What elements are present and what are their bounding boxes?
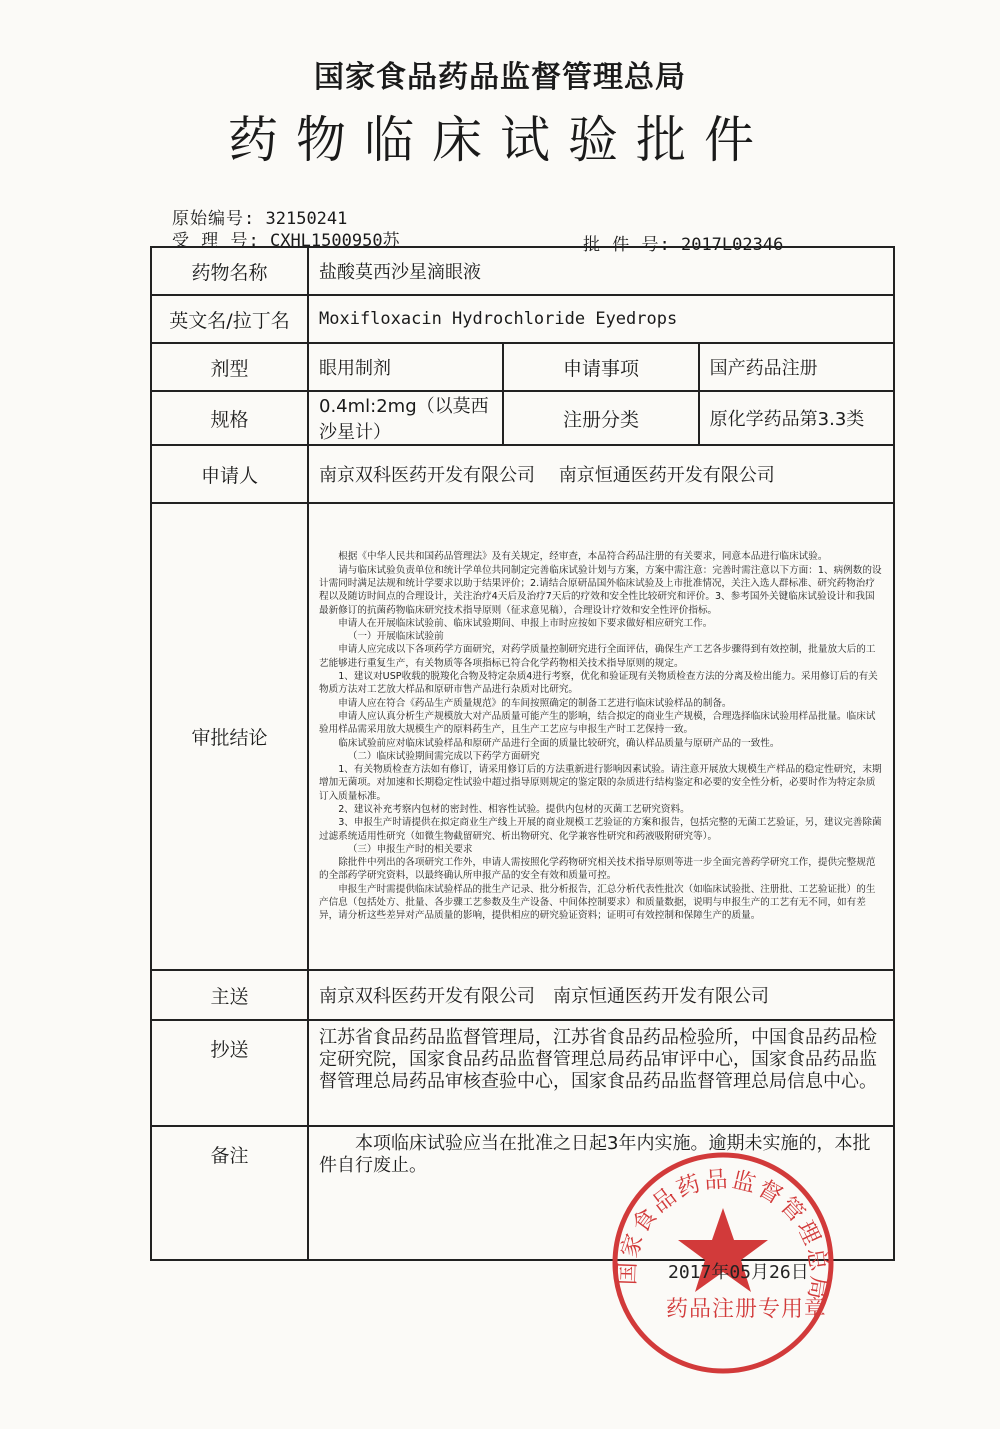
approval-date: 2017年05月26日 — [668, 1262, 809, 1283]
seal-foot-text: 药品注册专用章 — [666, 1297, 828, 1322]
remarks-value: 本项临床试验应当在批准之日起3年内实施。逾期未实施的，本批件自行废止。 — [308, 1126, 894, 1260]
conclusion-paragraph: 申报生产时需提供临床试验样品的批生产记录、批分析报告，汇总分析代表性批次（如临床试验批、注册批、工艺验证批）的生产信息（包括处方、批量、各步骤工艺参数及生产设备、中间体控制要求）和质量数据，说明与申报生产的工艺有无不同，如有差异，请分析这些差异对产品质量的影响，提供相应的研究验证资料；证明可有效控制和保障生产的质量。 — [319, 883, 876, 922]
approval-number-value: 2017L02346 — [680, 235, 784, 255]
conclusion-paragraph: （一）开展临床试验前 — [347, 631, 444, 643]
main-recipient-value: 南京双科医药开发有限公司 南京恒通医药开发有限公司 — [308, 970, 894, 1020]
conclusion-paragraph: 2、建议补充考察内包材的密封性、相容性试验。提供内包材的灭菌工艺研究资料。 — [338, 803, 690, 815]
application-item-value: 国产药品注册 — [699, 343, 894, 391]
conclusion-paragraph: 3、申报生产时请提供在拟定商业生产线上开展的商业规模工艺验证的方案和报告，包括完整的无菌工艺验证，另，建议完善除菌过滤系统适用性研究（如微生物截留研究、析出物研究、化学兼容性研究和药液吸附研究等）。 — [319, 817, 882, 842]
english-name-label: 英文名/拉丁名 — [151, 295, 308, 343]
document-title: 药物临床试验批件 — [228, 111, 772, 169]
main-recipient-label: 主送 — [151, 970, 308, 1020]
applicant-label: 申请人 — [151, 445, 308, 503]
registration-class-label: 注册分类 — [503, 391, 698, 445]
approval-number-label: 批 件 号: — [583, 235, 671, 255]
conclusion-paragraph: 申请人应完成以下各项药学方面研究，对药学质量控制研究进行全面评估，确保生产工艺各步骤得到有效控制，批量放大后的工艺能够进行重复生产，有关物质等各项指标已符合化学药物相关技术指导原则的规定。 — [319, 644, 876, 669]
registration-class-value: 原化学药品第3.3类 — [699, 391, 894, 445]
conclusion-paragraph: 申请人应在符合《药品生产质量规范》的车间按照确定的制备工艺进行临床试验样品的制备。 — [338, 697, 732, 709]
specification-label: 规格 — [151, 391, 308, 445]
application-item-label: 申请事项 — [503, 343, 698, 391]
conclusion-paragraph: 申请人在开展临床试验前、临床试验期间、申报上市时应按如下要求做好相应研究工作。 — [338, 617, 713, 629]
conclusion-paragraph: 临床试验前应对临床试验样品和原研产品进行全面的质量比较研究，确认样品质量与原研产品的一致性。 — [338, 737, 780, 749]
conclusion-paragraph: （二）临床试验期间需完成以下药学方面研究 — [347, 750, 540, 762]
english-name-value: Moxifloxacin Hydrochloride Eyedrops — [308, 295, 894, 343]
acceptance-number-label: 受 理 号: — [172, 231, 260, 251]
conclusion-paragraph: 1、建议对USP收载的脱羧化合物及特定杂质4进行考察，优化和验证现有关物质检查方法的分离及检出能力。采用修订后的有关物质方法对工艺放大样品和原研市售产品进行杂质对比研究。 — [319, 671, 878, 696]
drug-name-label: 药物名称 — [151, 247, 308, 295]
conclusion-paragraph: （三）申报生产时的相关要求 — [347, 843, 473, 855]
remarks-label: 备注 — [151, 1126, 308, 1260]
dosage-form-value: 眼用制剂 — [308, 343, 503, 391]
acceptance-number-value: CXHL1500950苏 — [269, 231, 400, 251]
applicant-value: 南京双科医药开发有限公司 南京恒通医药开发有限公司 — [308, 445, 894, 503]
cc-label: 抄送 — [151, 1020, 308, 1126]
conclusion-paragraph: 申请人应认真分析生产规模放大对产品质量可能产生的影响，结合拟定的商业生产规模，合理选择临床试验用样品批量。临床试验用样品需采用放大规模生产的原料药生产，且生产工艺应与申报生产时工艺保持一致。 — [319, 710, 876, 736]
conclusion-label: 审批结论 — [151, 503, 308, 970]
conclusion-paragraph: 请与临床试验负责单位和统计学单位共同制定完善临床试验计划与方案，方案中需注意：完善时需注意以下方面：1、病例数的设计需同时满足法规和统计学要求以助于结果评价；2.请结合原研品国外临床试验及上市批准情况，关注入选人群标准、研究药物治疗程以及随访时间点的合理设计，关注治疗4天后及治疗7天后的疗效和安全性比较研究和评价。3、参考国外关键临床试验设计和我国最新修订的抗菌药物临床研究技术指导原则（征求意见稿），合理设计疗效和安全性评价指标。 — [319, 564, 882, 616]
original-number-label: 原始编号: — [172, 209, 256, 229]
conclusion-paragraph: 根据《中华人民共和国药品管理法》及有关规定，经审查，本品符合药品注册的有关要求，同意本品进行临床试验。 — [338, 551, 828, 563]
conclusion-paragraph: 除批件中列出的各项研究工作外，申请人需按照化学药物研究相关技术指导原则等进一步全面完善药学研究工作，提供完整规范的全部药学研究资料，以最终确认所申报产品的安全有效和质量可控。 — [319, 857, 876, 882]
dosage-form-label: 剂型 — [151, 343, 308, 391]
seal-ring-text: 国家食品药品监督管理总局 — [614, 1166, 832, 1304]
drug-name-value: 盐酸莫西沙星滴眼液 — [308, 247, 894, 295]
conclusion-text — [319, 550, 883, 922]
approval-table — [150, 246, 895, 1261]
conclusion-paragraph: 1、有关物质检查方法如有修订，请采用修订后的方法重新进行影响因素试验。请注意开展放大规模生产样品的稳定性研究，末期增加无菌项。对加速和长期稳定性试验中超过指导原则规定的鉴定限的杂质进行结构鉴定和必要的安全性分析，必要时作为特定杂质订入质量标准。 — [319, 764, 882, 802]
specification-value: 0.4ml:2mg（以莫西沙星计） — [308, 391, 503, 445]
issuing-authority: 国家食品药品监督管理总局 — [314, 60, 686, 95]
conclusion-body — [308, 503, 894, 970]
cc-value: 江苏省食品药品监督管理局，江苏省食品药品检验所，中国食品药品检定研究院，国家食品药品监督管理总局药品审评中心，国家食品药品监督管理总局药品审核查验中心，国家食品药品监督管理总局信息中心。 — [308, 1020, 894, 1126]
original-number-value: 32150241 — [265, 209, 348, 229]
